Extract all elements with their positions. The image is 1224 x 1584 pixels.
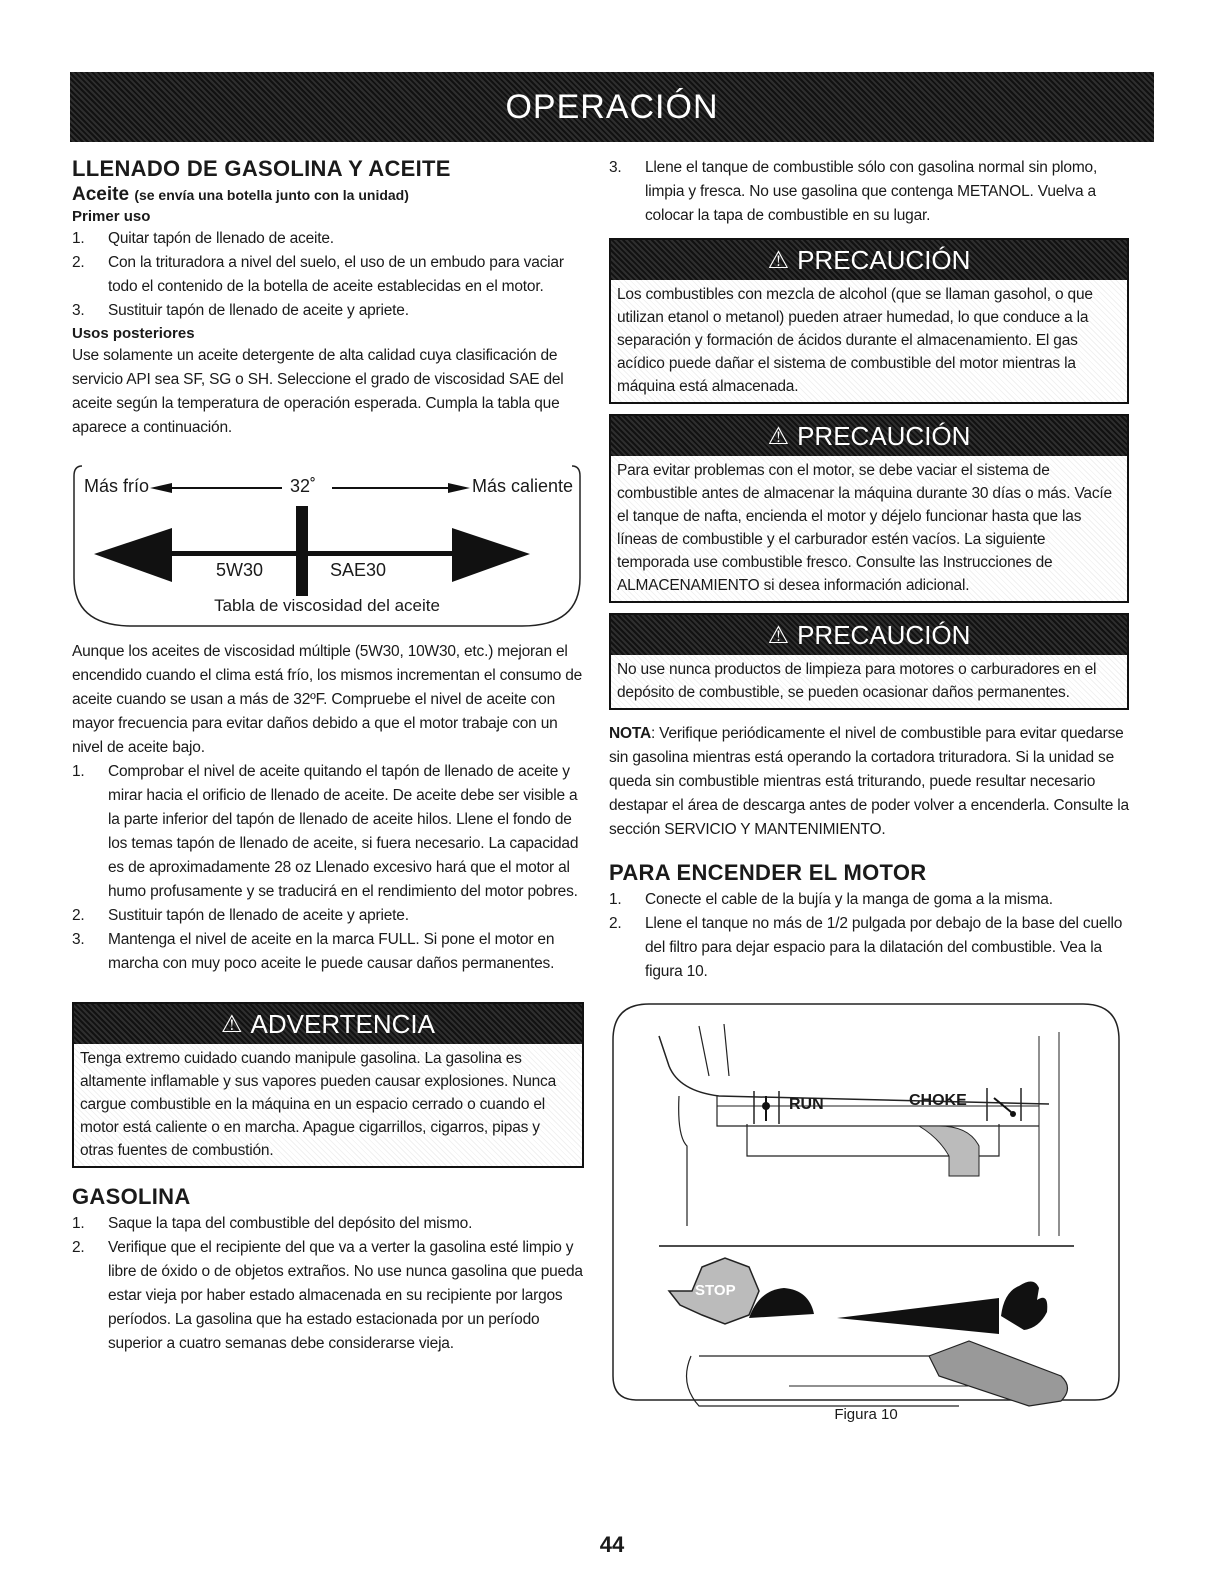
list-item: 1. Saque la tapa del combustible del depósito del mismo.: [72, 1215, 473, 1232]
precaucion-box-1: [609, 238, 1129, 404]
gasolina-title: GASOLINA: [72, 1184, 191, 1209]
primer-uso-list: [72, 227, 584, 323]
nota-paragraph: [609, 722, 1129, 842]
left-column: [72, 150, 584, 1356]
usos-posteriores-heading: Usos posteriores: [72, 325, 195, 342]
precaucion-bar: [611, 416, 1127, 456]
list-item: 2. Con la trituradora a nivel del suelo, el uso de un embudo para vaciar todo el contenido de la botella de aceite establecidas en el motor.: [72, 254, 564, 295]
list-item: 3. Mantenga el nivel de aceite en la marca FULL. Si pone el motor en marcha con muy poco aceite le puede causar daños permanentes.: [72, 931, 555, 972]
nota-label: NOTA: [609, 725, 651, 742]
advertencia-box: [72, 1002, 584, 1168]
encender-title: PARA ENCENDER EL MOTOR: [609, 860, 927, 885]
precaucion-bar: [611, 240, 1127, 280]
throttle-run-label: RUN: [789, 1096, 824, 1113]
list-item: 3. Llene el tanque de combustible sólo con gasolina normal sin plomo, limpia y fresca. No use gasolina que contenga METANOL. Vuelva a colocar la tapa de combustible en su lugar.: [609, 159, 1098, 224]
nota-text: : Verifique periódicamente el nivel de combustible para evitar quedarse sin gasolina mientras está operando la cortadora trituradora. Si la unidad se queda sin combustible mientras está triturando, puede resultar necesario destapar el área de descarga antes de poder volver a encenderla. Consulte la sección SERVICIO Y MANTENIMIENTO.: [609, 725, 1129, 838]
advertencia-title: ADVERTENCIA: [250, 1008, 435, 1039]
right-column: [609, 156, 1129, 1428]
precaucion-text: No use nunca productos de limpieza para motores o carburadores en el depósito de combustible, se pueden ocasionar daños permanentes.: [611, 655, 1127, 708]
check-oil-list: [72, 760, 584, 976]
throttle-illustration: [609, 996, 1123, 1428]
chart-label-mas-caliente: Más caliente: [472, 476, 574, 496]
aceite-note: (se envía una botella junto con la unidad): [134, 187, 409, 203]
chart-label-sae30: SAE30: [330, 560, 387, 580]
viscosity-chart: [72, 458, 582, 628]
chart-label-32: 32˚: [290, 476, 317, 496]
encender-list: [609, 888, 1129, 984]
advertencia-text: Tenga extremo cuidado cuando manipule gasolina. La gasolina es altamente inflamable y sus vapores pueden causar explosiones. Nunca cargue combustible en la máquina en un espacio cerrado o cuando el motor está caliente o en marcha. Apague cigarrillos, cigarros, pipas y otras fuentes de combustión.: [74, 1044, 582, 1166]
page-number: 44: [599, 1532, 625, 1557]
figure-10: [609, 996, 1123, 1428]
multi-viscosity-text: Aunque los aceites de viscosidad múltiple (5W30, 10W30, etc.) mejoran el encendido cuando el clima está frío, los mismos incrementan el consumo de aceite cuando se usan a más de 32ºF. Compruebe el nivel de aceite con mayor frecuencia para evitar daños debido a que el motor trabaje con un nivel de aceite bajo.: [72, 643, 583, 756]
list-item: 1. Comprobar el nivel de aceite quitando el tapón de llenado de aceite y mirar hacia el orificio de llenado de aceite. De aceite debe ser visible a la parte inferior del tapón de llenado de aceite hilos. Llene el fondo de los temas tapón de llenado de aceite, si fuera necesario. La capacidad es de aproximadamente 28 oz Llenado excesivo hará que el motor al humo profusamente y se traducirá en el rendimiento del motor pobres.: [72, 763, 579, 900]
aceite-title: Aceite: [72, 184, 130, 205]
list-item: 2. Llene el tanque no más de 1/2 pulgada por debajo de la base del cuello del filtro para dejar espacio para la dilatación del combustible. Vea la figura 10.: [609, 915, 1123, 980]
aceite-heading: [72, 184, 584, 206]
page-title: OPERACIÓN: [505, 87, 719, 126]
chart-label-mas-frio: Más frío: [84, 476, 150, 496]
list-item: 2. Verifique que el recipiente del que va a verter la gasolina esté limpio y libre de óxido o de objetos extraños. No use nunca gasolina que pueda estar vieja por haber estado almacenada en su recipiente por largos períodos. La gasolina que ha estado estacionada por un período superior a cuatro semanas debe considerarse vieja.: [72, 1239, 583, 1352]
gasolina-list: [72, 1212, 584, 1356]
section-title-llenado: LLENADO DE GASOLINA Y ACEITE: [72, 156, 451, 181]
chart-caption: Tabla de viscosidad del aceite: [214, 596, 440, 615]
stop-label: STOP: [695, 1282, 736, 1299]
precaucion-title: PRECAUCIÓN: [797, 244, 971, 275]
page-header-banner: [70, 72, 1154, 142]
list-item: 2. Sustituir tapón de llenado de aceite y apriete.: [72, 907, 409, 924]
precaucion-box-3: [609, 613, 1129, 710]
precaucion-bar: [611, 615, 1127, 655]
warning-triangle-icon: ⚠: [767, 246, 790, 274]
warning-triangle-icon: ⚠: [221, 1010, 243, 1038]
warning-triangle-icon: ⚠: [767, 621, 790, 649]
figure-caption: Figura 10: [834, 1406, 898, 1423]
fill-tank-list: [609, 156, 1129, 228]
list-item: 1. Conecte el cable de la bujía y la manga de goma a la misma.: [609, 891, 1053, 908]
precaucion-text: Para evitar problemas con el motor, se debe vaciar el sistema de combustible antes de almacenar la máquina durante 30 días o más. Vacíe el tanque de nafta, encienda el motor y déjelo funcionar hasta que las líneas de combustible y el carburador estén vacíos. La siguiente temporada use combustible fresco. Consulte las Instrucciones de ALMACENAMIENTO si desea información adicional.: [611, 456, 1127, 601]
precaucion-text: Los combustibles con mezcla de alcohol (que se llaman gasohol, o que utilizan etanol o metanol) pueden atraer humedad, lo que conduce a la separación y formación de ácidos durante el almacenamiento. El gas acídico puede dañar el sistema de combustible del motor mientras la máquina está almacenada.: [611, 280, 1127, 402]
warning-triangle-icon: ⚠: [767, 422, 790, 450]
precaucion-title: PRECAUCIÓN: [797, 619, 971, 650]
primer-uso-heading: Primer uso: [72, 208, 151, 225]
list-item: 3. Sustituir tapón de llenado de aceite y apriete.: [72, 302, 409, 319]
precaucion-box-2: [609, 414, 1129, 603]
list-item: 1. Quitar tapón de llenado de aceite.: [72, 230, 334, 247]
advertencia-bar: [74, 1004, 582, 1044]
usos-posteriores-text: Use solamente un aceite detergente de alta calidad cuya clasificación de servicio API sea SF, SG o SH. Seleccione el grado de viscosidad SAE del aceite según la temperatura de operación esperada. Cumpla la tabla que aparece a continuación.: [72, 347, 564, 436]
precaucion-title: PRECAUCIÓN: [797, 420, 971, 451]
chart-label-5w30: 5W30: [216, 560, 264, 580]
throttle-choke-label: CHOKE: [909, 1092, 967, 1109]
